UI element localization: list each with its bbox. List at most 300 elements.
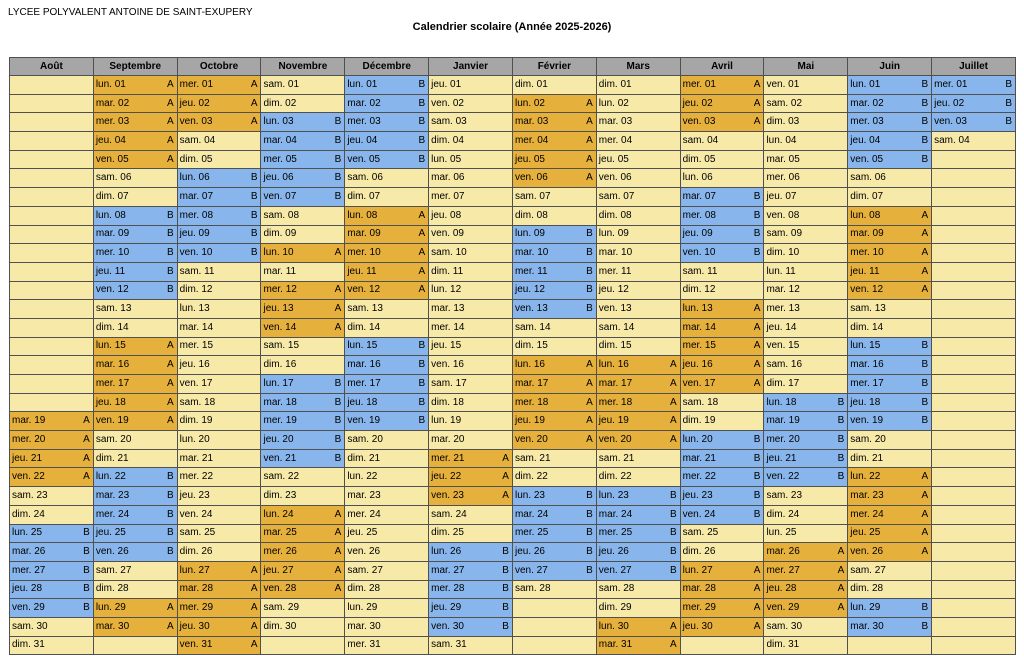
day-label: ven. 20: [598, 433, 632, 445]
week-letter: A: [586, 172, 593, 184]
day-label: jeu. 26: [598, 546, 629, 558]
week-letter: [174, 171, 175, 185]
day-cell: [429, 449, 513, 468]
week-letter: A: [502, 452, 509, 464]
week-letter: [425, 601, 426, 615]
day-cell: [261, 244, 345, 263]
day-cell: [764, 468, 848, 487]
week-letter: [844, 358, 845, 372]
day-label: mar. 28: [682, 583, 716, 595]
month-header: Juin: [848, 58, 932, 76]
day-label: jeu. 18: [95, 396, 126, 408]
week-letter: B: [837, 452, 845, 464]
day-label: lun. 27: [682, 564, 713, 576]
week-letter: A: [250, 620, 258, 632]
day-cell: [512, 487, 596, 506]
day-label: sam. 11: [682, 265, 718, 277]
day-cell: [764, 524, 848, 543]
week-letter: A: [83, 433, 90, 445]
week-letter: [509, 190, 510, 204]
day-label: sam. 13: [850, 303, 886, 315]
day-cell: [764, 356, 848, 375]
month-header: Mai: [764, 58, 848, 76]
week-letter: [509, 526, 510, 540]
day-cell: [345, 281, 429, 300]
day-cell: [848, 599, 932, 618]
day-label: ven. 12: [95, 284, 129, 296]
week-letter: B: [418, 359, 426, 371]
day-label: ven. 02: [431, 97, 464, 109]
day-label: dim. 05: [682, 153, 716, 165]
week-letter: [677, 470, 678, 484]
week-letter: [844, 78, 845, 92]
week-letter: [257, 358, 258, 372]
table-row: [10, 94, 1016, 113]
week-letter: A: [166, 377, 174, 389]
day-label: jeu. 30: [179, 620, 210, 632]
week-letter: A: [753, 78, 761, 90]
month-header: Avril: [680, 58, 764, 76]
day-cell: [848, 487, 932, 506]
day-cell: [848, 617, 932, 636]
day-cell: [93, 524, 177, 543]
week-letter: [90, 508, 91, 522]
empty-cell: [932, 524, 1016, 543]
day-cell: [764, 318, 848, 337]
empty-cell: [512, 636, 596, 655]
week-letter: B: [586, 546, 593, 558]
week-letter: [844, 246, 845, 260]
day-label: ven. 27: [514, 564, 548, 576]
day-label: ven. 19: [850, 415, 884, 427]
day-label: ven. 26: [850, 546, 884, 558]
day-cell: [764, 505, 848, 524]
week-letter: [593, 582, 594, 596]
week-letter: [844, 339, 845, 353]
day-cell: [177, 225, 261, 244]
week-letter: B: [586, 564, 593, 576]
day-label: jeu. 09: [179, 228, 210, 240]
week-letter: [844, 190, 845, 204]
day-cell: [596, 617, 680, 636]
week-letter: [593, 209, 594, 223]
day-label: ven. 06: [598, 172, 632, 184]
month-header: Août: [10, 58, 94, 76]
day-cell: [429, 150, 513, 169]
day-cell: [345, 636, 429, 655]
day-label: jeu. 04: [347, 134, 378, 146]
week-letter: [425, 545, 426, 559]
week-letter: [90, 620, 91, 634]
day-label: sam. 22: [263, 471, 300, 483]
day-cell: [764, 244, 848, 263]
day-label: mer. 29: [179, 602, 214, 614]
week-letter: A: [83, 471, 90, 483]
day-cell: [177, 262, 261, 281]
day-cell: [848, 281, 932, 300]
table-row: [10, 449, 1016, 468]
day-label: lun. 22: [95, 471, 126, 483]
day-label: ven. 09: [431, 228, 464, 240]
empty-cell: [932, 375, 1016, 394]
day-cell: [764, 281, 848, 300]
day-label: ven. 20: [514, 433, 548, 445]
day-label: sam. 13: [95, 303, 132, 315]
day-label: mer. 13: [766, 303, 800, 315]
day-cell: [848, 76, 932, 95]
day-cell: [764, 132, 848, 151]
day-cell: [10, 524, 94, 543]
day-cell: [429, 188, 513, 207]
day-cell: [512, 318, 596, 337]
week-letter: B: [1005, 116, 1012, 128]
day-cell: [261, 580, 345, 599]
week-letter: [509, 377, 510, 391]
day-cell: [848, 300, 932, 319]
day-cell: [10, 543, 94, 562]
day-cell: [596, 244, 680, 263]
week-letter: [928, 452, 929, 466]
week-letter: [844, 265, 845, 279]
empty-cell: [932, 337, 1016, 356]
day-label: dim. 21: [347, 452, 381, 464]
day-cell: [680, 487, 764, 506]
week-letter: A: [669, 620, 677, 632]
day-label: jeu. 09: [682, 228, 713, 240]
day-cell: [177, 113, 261, 132]
day-label: dim. 01: [514, 78, 548, 90]
day-label: sam. 30: [12, 620, 48, 632]
week-letter: [425, 302, 426, 316]
week-letter: [677, 582, 678, 596]
table-row: [10, 225, 1016, 244]
day-label: mar. 09: [347, 228, 381, 240]
week-letter: [593, 339, 594, 353]
day-label: dim. 04: [431, 134, 464, 146]
day-label: lun. 01: [95, 78, 126, 90]
week-letter: [341, 97, 342, 111]
empty-cell: [10, 113, 94, 132]
week-letter: [593, 452, 594, 466]
empty-cell: [10, 244, 94, 263]
week-letter: B: [334, 190, 342, 202]
day-label: ven. 07: [263, 190, 297, 202]
day-cell: [10, 487, 94, 506]
week-letter: A: [837, 602, 845, 614]
day-cell: [596, 132, 680, 151]
week-letter: B: [166, 489, 174, 501]
day-cell: [764, 412, 848, 431]
week-letter: A: [753, 377, 761, 389]
day-label: mar. 03: [514, 116, 549, 128]
day-label: lun. 02: [598, 97, 629, 109]
week-letter: [90, 638, 91, 652]
day-label: dim. 17: [766, 377, 800, 389]
day-cell: [932, 76, 1016, 95]
week-letter: A: [166, 396, 174, 408]
week-letter: B: [334, 452, 342, 464]
week-letter: B: [418, 415, 426, 427]
day-cell: [680, 300, 764, 319]
week-letter: B: [250, 209, 258, 221]
day-label: jeu. 16: [179, 359, 210, 371]
empty-cell: [93, 636, 177, 655]
week-letter: B: [921, 396, 929, 408]
day-label: mar. 09: [95, 228, 130, 240]
week-letter: A: [921, 508, 929, 520]
week-letter: [257, 433, 258, 447]
week-letter: B: [502, 602, 509, 614]
day-cell: [596, 431, 680, 450]
day-cell: [848, 206, 932, 225]
week-letter: [509, 508, 510, 522]
day-label: mer. 10: [850, 247, 884, 259]
week-letter: B: [753, 471, 761, 483]
day-label: jeu. 04: [850, 134, 881, 146]
day-label: sam. 15: [263, 340, 300, 352]
week-letter: A: [586, 415, 593, 427]
table-row: [10, 206, 1016, 225]
day-cell: [177, 599, 261, 618]
day-cell: [345, 150, 429, 169]
week-letter: [677, 209, 678, 223]
day-cell: [345, 543, 429, 562]
day-cell: [764, 262, 848, 281]
week-letter: B: [166, 284, 174, 296]
day-label: mer. 21: [431, 452, 465, 464]
day-label: jeu. 12: [598, 284, 629, 296]
day-label: sam. 06: [850, 172, 886, 184]
day-label: ven. 12: [850, 284, 884, 296]
week-letter: [509, 209, 510, 223]
day-cell: [429, 487, 513, 506]
school-name: LYCEE POLYVALENT ANTOINE DE SAINT-EXUPERY: [8, 7, 253, 18]
day-label: jeu. 23: [179, 489, 210, 501]
table-row: [10, 150, 1016, 169]
day-cell: [680, 188, 764, 207]
day-cell: [680, 337, 764, 356]
day-cell: [764, 94, 848, 113]
day-cell: [512, 169, 596, 188]
day-cell: [345, 113, 429, 132]
day-label: jeu. 02: [179, 97, 210, 109]
day-label: ven. 29: [766, 602, 800, 614]
week-letter: [677, 171, 678, 185]
day-label: jeu. 25: [95, 527, 126, 539]
day-cell: [93, 113, 177, 132]
day-cell: [93, 206, 177, 225]
empty-cell: [932, 449, 1016, 468]
table-row: [10, 113, 1016, 132]
empty-cell: [932, 487, 1016, 506]
empty-cell: [932, 356, 1016, 375]
week-letter: [677, 97, 678, 111]
day-cell: [429, 281, 513, 300]
week-letter: [844, 97, 845, 111]
day-cell: [680, 281, 764, 300]
empty-cell: [10, 337, 94, 356]
day-label: lun. 29: [850, 602, 881, 614]
day-cell: [177, 169, 261, 188]
week-letter: A: [837, 583, 845, 595]
day-cell: [680, 169, 764, 188]
week-letter: B: [921, 340, 929, 352]
day-label: dim. 24: [766, 508, 800, 520]
day-cell: [680, 524, 764, 543]
day-cell: [177, 76, 261, 95]
day-label: jeu. 12: [514, 284, 545, 296]
month-header: Juillet: [932, 58, 1016, 76]
week-letter: [341, 227, 342, 241]
table-row: [10, 561, 1016, 580]
day-label: jeu. 18: [347, 396, 378, 408]
week-letter: B: [166, 508, 174, 520]
week-letter: [257, 339, 258, 353]
day-cell: [512, 225, 596, 244]
week-letter: B: [753, 190, 761, 202]
day-label: dim. 29: [598, 602, 632, 614]
week-letter: [844, 638, 845, 652]
page-title: Calendrier scolaire (Année 2025-2026): [412, 21, 612, 33]
day-cell: [764, 543, 848, 562]
week-letter: [341, 78, 342, 92]
day-cell: [848, 561, 932, 580]
day-label: dim. 11: [431, 265, 464, 277]
day-label: dim. 31: [766, 639, 800, 651]
day-label: lun. 23: [598, 489, 629, 501]
day-cell: [764, 169, 848, 188]
day-label: ven. 08: [766, 209, 800, 221]
day-label: lun. 27: [179, 564, 210, 576]
table-row: [10, 300, 1016, 319]
day-label: mer. 01: [682, 78, 716, 90]
week-letter: A: [753, 359, 761, 371]
table-row: [10, 337, 1016, 356]
day-cell: [93, 543, 177, 562]
week-letter: [341, 489, 342, 503]
day-label: mar. 04: [263, 134, 297, 146]
week-letter: [257, 377, 258, 391]
week-letter: B: [250, 172, 258, 184]
day-cell: [93, 356, 177, 375]
week-letter: [509, 302, 510, 316]
week-letter: [928, 302, 929, 316]
week-letter: A: [250, 583, 258, 595]
week-letter: [257, 414, 258, 428]
day-cell: [429, 543, 513, 562]
day-cell: [429, 244, 513, 263]
empty-cell: [512, 599, 596, 618]
day-label: mar. 13: [431, 303, 465, 315]
day-cell: [680, 431, 764, 450]
day-label: lun. 30: [598, 620, 629, 632]
day-cell: [261, 487, 345, 506]
day-cell: [345, 132, 429, 151]
day-cell: [345, 262, 429, 281]
day-cell: [429, 225, 513, 244]
day-cell: [345, 561, 429, 580]
week-letter: [425, 321, 426, 335]
day-cell: [93, 412, 177, 431]
day-cell: [848, 150, 932, 169]
day-label: ven. 31: [179, 639, 213, 651]
day-cell: [764, 375, 848, 394]
day-label: lun. 22: [850, 471, 881, 483]
day-cell: [10, 505, 94, 524]
day-cell: [10, 617, 94, 636]
week-letter: [425, 433, 426, 447]
day-label: mar. 02: [95, 97, 130, 109]
day-cell: [429, 318, 513, 337]
day-label: lun. 22: [347, 471, 378, 483]
month-header: Janvier: [429, 58, 513, 76]
day-label: sam. 23: [12, 489, 48, 501]
day-label: lun. 13: [179, 303, 210, 315]
day-label: mer. 10: [95, 247, 130, 259]
day-cell: [345, 505, 429, 524]
week-letter: B: [166, 527, 174, 539]
day-label: mer. 08: [179, 209, 214, 221]
day-cell: [345, 580, 429, 599]
day-label: mer. 04: [514, 134, 549, 146]
day-label: sam. 25: [179, 527, 216, 539]
day-label: lun. 15: [850, 340, 881, 352]
day-cell: [512, 543, 596, 562]
day-label: mar. 31: [598, 639, 633, 651]
week-letter: [509, 171, 510, 185]
day-cell: [512, 468, 596, 487]
week-letter: A: [669, 377, 677, 389]
day-cell: [10, 599, 94, 618]
day-label: mer. 15: [682, 340, 716, 352]
day-cell: [10, 580, 94, 599]
week-letter: B: [83, 546, 90, 558]
day-label: sam. 03: [431, 116, 467, 128]
day-label: sam. 04: [179, 134, 216, 146]
day-cell: [261, 393, 345, 412]
week-letter: B: [837, 415, 845, 427]
week-letter: B: [921, 377, 929, 389]
day-cell: [345, 468, 429, 487]
week-letter: [844, 227, 845, 241]
day-cell: [848, 375, 932, 394]
day-label: sam. 07: [514, 190, 551, 202]
week-letter: B: [921, 153, 929, 165]
day-cell: [177, 318, 261, 337]
day-cell: [680, 113, 764, 132]
day-cell: [429, 431, 513, 450]
week-letter: A: [753, 602, 761, 614]
day-cell: [848, 318, 932, 337]
week-letter: [257, 283, 258, 297]
week-letter: B: [586, 265, 593, 277]
week-letter: [760, 396, 761, 410]
week-letter: A: [166, 620, 174, 632]
day-label: jeu. 16: [682, 359, 713, 371]
week-letter: A: [166, 340, 174, 352]
day-cell: [512, 94, 596, 113]
day-cell: [10, 636, 94, 655]
table-row: [10, 617, 1016, 636]
week-letter: [677, 190, 678, 204]
day-label: jeu. 13: [263, 303, 294, 315]
day-cell: [345, 188, 429, 207]
day-cell: [764, 617, 848, 636]
week-letter: B: [837, 396, 845, 408]
day-label: ven. 03: [682, 116, 716, 128]
week-letter: [425, 452, 426, 466]
empty-cell: [10, 262, 94, 281]
